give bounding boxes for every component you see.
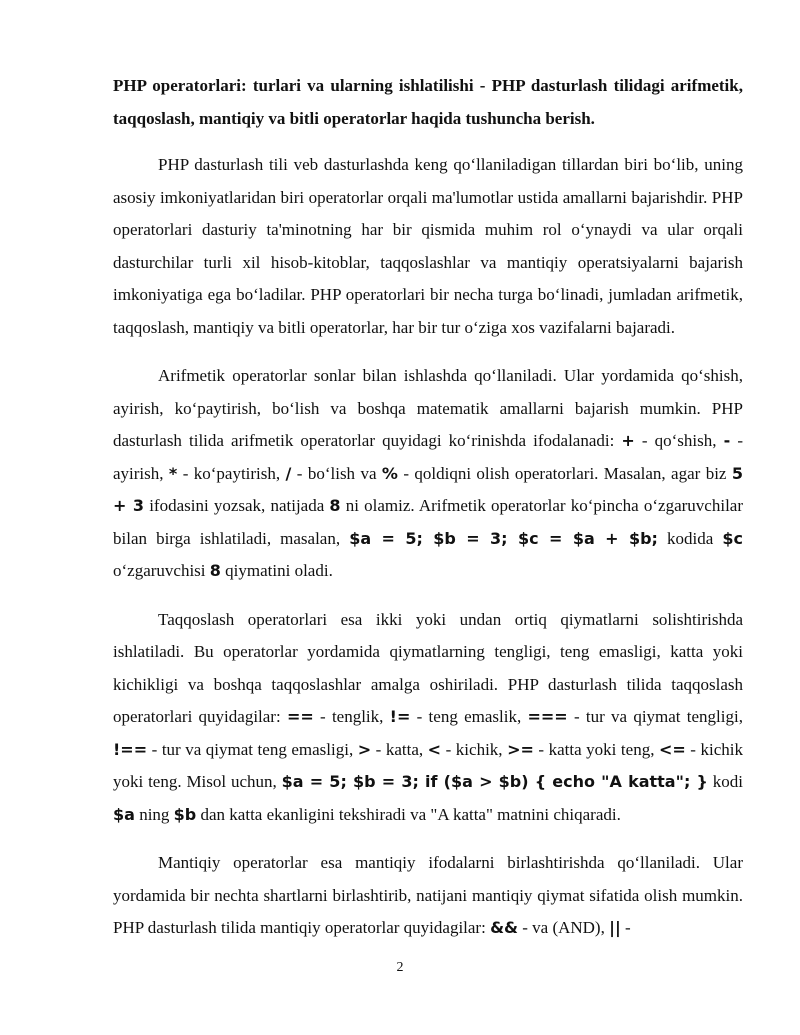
code-plus: + xyxy=(621,431,635,450)
code-identical: === xyxy=(527,707,568,726)
text-span: ni olamiz. Arifmetik operatorlar ko‘pincha o‘zgaruvchilar bilan birga ishlatiladi, masalan, xyxy=(113,496,743,548)
paragraph-arithmetic xyxy=(113,360,743,588)
code-value: 8 xyxy=(209,561,221,580)
code-snippet-arithmetic: $a = 5; $b = 3; $c = $a + $b; xyxy=(349,528,658,548)
code-variable-c: $c xyxy=(722,528,743,548)
page-content xyxy=(113,70,743,961)
text-span: Taqqoslash operatorlari esa ikki yoki undan ortiq qiymatlarni solishtirishda ishlatiladi. Bu operatorlar yordamida qiymatlarning tengligi, teng emasligi, katta yoki kichikligi va boshqa taqqoslashlar amalga oshiriladi. PHP dasturlash tilida taqqoslash operatorlari quyidagilar: xyxy=(113,609,743,726)
code-variable-a: $a xyxy=(113,804,135,824)
code-greater-equal: >= xyxy=(507,739,534,759)
code-variable-b: $b xyxy=(173,804,197,824)
text-span: - va (AND), xyxy=(517,918,610,937)
code-not-identical: !== xyxy=(113,739,148,759)
paragraph-comparison xyxy=(113,604,743,832)
text-span: - qoldiqni olish operatorlari. Masalan, agar biz xyxy=(397,463,732,483)
text-span: - ko‘paytirish, xyxy=(177,463,286,483)
text-span: ning xyxy=(134,804,174,824)
code-multiply: * xyxy=(168,463,178,483)
code-snippet-comparison: $a = 5; $b = 3; if ($a > $b) { echo "A katta"; } xyxy=(281,772,708,791)
text-span: - teng emaslik, xyxy=(410,707,528,726)
code-result: 8 xyxy=(329,496,341,515)
text-span: kodi xyxy=(707,772,743,791)
text-span: - katta, xyxy=(371,739,428,759)
page-number: 2 xyxy=(396,960,404,975)
code-modulo: % xyxy=(381,463,398,483)
text-span: kodida xyxy=(657,528,723,548)
text-span: - bo‘lish va xyxy=(291,463,382,483)
code-divide: / xyxy=(285,463,292,483)
text-span: Arifmetik operatorlar sonlar bilan ishlashda qo‘llaniladi. Ular yordamida qo‘shish, ayirish, ko‘paytirish, bo‘lish va boshqa matematik amallarni bajarish mumkin. PHP dasturlash tilida arifmetik operatorlar quyidagi ko‘rinishda ifodalanadi: xyxy=(113,366,743,450)
section-heading: PHP operatorlari: turlari va ularning ishlatilishi - PHP dasturlash tilidagi arifmetik, taqqoslash, mantiqiy va bitli operatorlar haqida tushuncha berish. xyxy=(113,76,743,128)
text-span: - ayirish, xyxy=(113,431,743,483)
text-span: dan katta ekanligini tekshiradi va "A katta" matnini chiqaradi. xyxy=(196,804,621,824)
text-span: ifodasini yozsak, natijada xyxy=(144,496,330,515)
code-less-equal: <= xyxy=(658,739,686,759)
text-span: Mantiqiy operatorlar esa mantiqiy ifodalarni birlashtirishda qo‘llaniladi. Ular yordamida bir nechta shartlarni birlashtirib, natijani mantiqiy qiymat sifatida olish mumkin. PHP dasturlash tilida mantiqiy operatorlar quyidagilar: xyxy=(113,853,743,937)
text-span: - kichik yoki teng. Misol uchun, xyxy=(113,739,743,791)
code-less: < xyxy=(427,739,442,759)
text-span: - tur va qiymat teng emasligi, xyxy=(147,739,358,759)
code-or: || xyxy=(609,918,621,937)
paragraph-logical xyxy=(113,847,743,945)
code-equal: == xyxy=(286,707,314,726)
text-span: - xyxy=(620,918,631,937)
text-span: o‘zgaruvchisi xyxy=(113,561,210,580)
text-span: - tenglik, xyxy=(313,707,390,726)
code-not-equal: != xyxy=(389,707,411,726)
text-span: qiymatini oladi. xyxy=(220,561,333,580)
code-minus: - xyxy=(723,431,731,450)
text-span: - kichik, xyxy=(441,739,508,759)
code-and: && xyxy=(490,918,518,937)
text-span: - katta yoki teng, xyxy=(533,739,659,759)
code-example-expression: 5 + 3 xyxy=(113,463,743,515)
text-span: - tur va qiymat tengligi, xyxy=(567,707,743,726)
text-span: - qo‘shish, xyxy=(634,431,724,450)
paragraph-intro: PHP dasturlash tili veb dasturlashda keng qo‘llaniladigan tillardan biri bo‘lib, uning asosiy imkoniyatlaridan biri operatorlar orqali ma'lumotlar ustida amallarni bajarishdir. PHP operatorlari dasturiy ta'minotning har bir qismida muhim rol o‘ynaydi va ular orqali dasturchilar turli xil hisob-kitoblar, taqqoslashlar va mantiqiy operatsiyalarni bajarish imkoniyatiga ega bo‘ladilar. PHP operatorlari bir necha turga bo‘linadi, jumladan arifmetik, taqqoslash, mantiqiy va bitli operatorlar, har bir tur o‘ziga xos vazifalarni bajaradi. xyxy=(113,155,743,337)
code-greater: > xyxy=(357,739,372,759)
